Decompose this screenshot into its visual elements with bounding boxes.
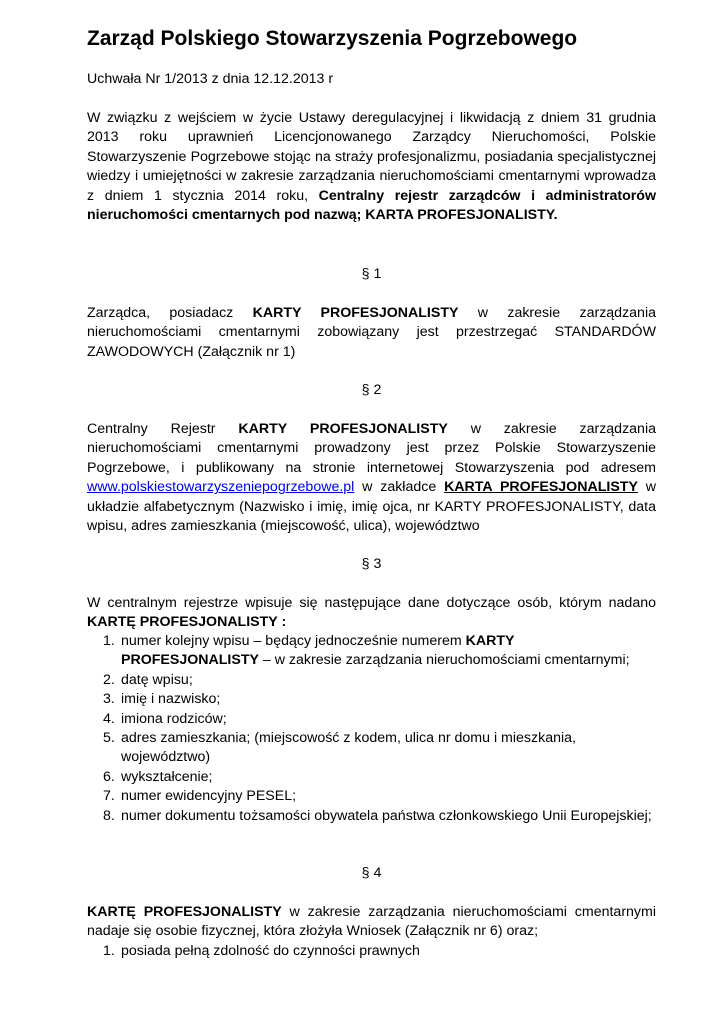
s1-bold: KARTY PROFESJONALISTY: [252, 305, 459, 321]
s1-text-c: w zakresie zarządzania nieruchomościami cmentarnymi zobowiązany jest przestrzegać STANDARDÓW ZAWODOWYCH (Załącznik nr 1): [87, 305, 656, 360]
list-item-number: 8.: [103, 807, 115, 824]
list-item-text: imię i nazwisko;: [121, 691, 221, 708]
section-4-heading: § 4: [361, 865, 382, 881]
s3-text-a: W centralnym rejestrze wpisuje się następujące dane dotyczące osób, którym nadano: [87, 595, 656, 611]
tab-name: KARTA PROFESJONALISTY: [444, 479, 638, 496]
list-item-text: datę wpisu;: [121, 671, 193, 688]
intro-paragraph: [87, 109, 656, 225]
page-title: Zarząd Polskiego Stowarzyszenia Pogrzebowego: [87, 27, 578, 50]
list-item: [87, 942, 656, 961]
list-item: [87, 710, 656, 729]
section-2-paragraph: [87, 420, 656, 536]
list-item-text: imiona rodziców;: [121, 710, 227, 727]
list-item: [87, 671, 656, 690]
list-item-number: 2.: [103, 671, 115, 688]
s2-text-e: w układzie alfabetycznym (Nazwisko i imię, imię ojca, nr KARTY PROFESJONALISTY, data wpisu, adres zamieszkania (miejscowość, ulica), województwo: [87, 479, 656, 535]
list-item-number: 4.: [103, 710, 115, 727]
s3-bold: KARTĘ PROFESJONALISTY :: [87, 614, 287, 631]
section-1-heading: § 1: [361, 266, 382, 282]
list-item-number: 6.: [103, 768, 115, 785]
section-3-heading: § 3: [361, 556, 382, 572]
s2-bold: KARTY PROFESJONALISTY: [238, 421, 448, 437]
list-item-text: wykształcenie;: [121, 768, 213, 785]
intro-text: W związku z wejściem w życie Ustawy deregulacyjnej i likwidacją z dniem 31 grudnia 2013 roku uprawnień Licencjonowanego Zarządcy Nieruchomości, Polskie Stowarzyszenie Pogrzebowe stojąc na straży profesjonalizmu, posiadania specjalistycznej wiedzy i umiejętności w zakresie zarządzania nieruchomościami cmentarnymi wprowadza z dniem 1 stycznia 2014 roku,: [87, 110, 656, 204]
s2-text-a: Centralny Rejestr: [87, 421, 239, 437]
list-item-text: numer ewidencyjny PESEL;: [121, 788, 297, 805]
section-2-heading: § 2: [361, 382, 382, 398]
website-link[interactable]: www.polskiestowarzyszeniepogrzebowe.pl: [87, 479, 355, 496]
section-4-list: [87, 942, 656, 961]
section-3-list: [87, 632, 656, 826]
list-item-number: 7.: [103, 788, 115, 805]
list-item-number: 5.: [103, 730, 115, 747]
list-item-text: posiada pełną zdolność do czynności prawnych: [121, 943, 420, 959]
list-item: [87, 729, 656, 768]
list-item-number: 1.: [103, 943, 115, 959]
s2-text-d: w zakładce: [354, 479, 445, 496]
section-4-paragraph: [87, 903, 656, 942]
list-item-bold: KARTY PROFESJONALISTY: [121, 633, 515, 669]
list-item-text: numer kolejny wpisu – będący jednocześnie numerem: [121, 633, 466, 649]
s2-text-c: w zakresie zarządzania nieruchomościami cmentarnymi prowadzony jest przez Polskie Stowarzyszenie Pogrzebowe, i publikowany na stronie internetowej Stowarzyszenia pod adresem: [87, 421, 656, 476]
list-item-text: numer dokumentu tożsamości obywatela państwa członkowskiego Unii Europejskiej;: [121, 807, 652, 824]
s4-bold: KARTĘ PROFESJONALISTY: [87, 904, 282, 920]
list-item: [87, 768, 656, 787]
list-item-text-end: – w zakresie zarządzania nieruchomościami cmentarnymi;: [258, 652, 630, 669]
section-1-paragraph: [87, 304, 656, 362]
list-item: [87, 807, 656, 826]
list-item: [87, 690, 656, 709]
list-item-number: 1.: [103, 633, 115, 649]
intro-bold-text: Centralny rejestr zarządców i administratorów nieruchomości cmentarnych pod nazwą; KARTA PROFESJONALISTY.: [87, 187, 656, 224]
s4-text-c: w zakresie zarządzania nieruchomościami cmentarnymi nadaje się osobie fizycznej, która złożyła Wniosek (Załącznik nr 6) oraz;: [87, 904, 656, 940]
section-3-paragraph: [87, 594, 656, 633]
s1-text-a: Zarządca, posiadacz: [87, 305, 253, 321]
list-item: [87, 787, 656, 806]
list-item-text: adres zamieszkania; (miejscowość z kodem, ulica nr domu i mieszkania, województwo): [121, 730, 576, 766]
list-item-number: 3.: [103, 691, 115, 708]
list-item: [87, 632, 656, 671]
resolution-line: Uchwała Nr 1/2013 z dnia 12.12.2013 r: [87, 71, 334, 87]
